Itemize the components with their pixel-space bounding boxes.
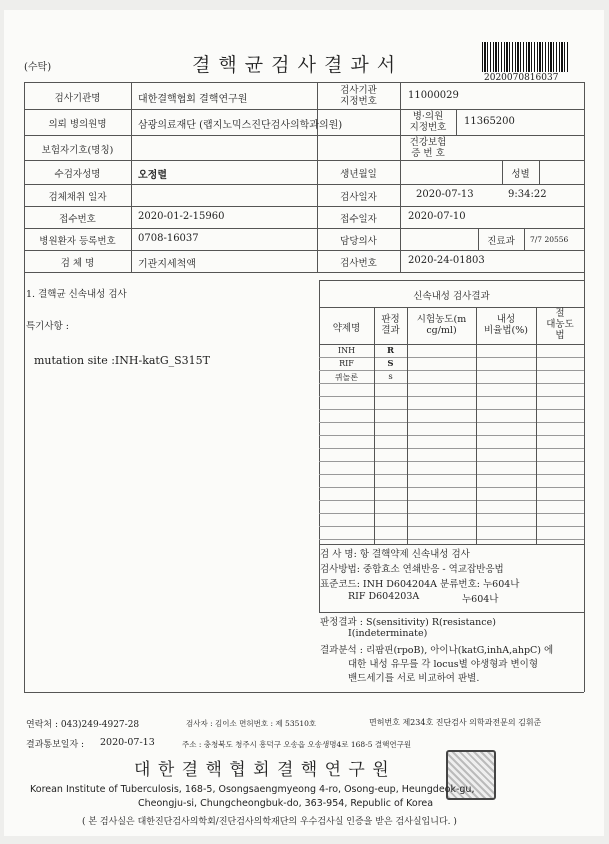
rif-code: RIF D604203A: [348, 591, 420, 602]
table-row: INH: [337, 346, 356, 355]
test-date-value: 2020-07-13: [416, 189, 474, 200]
report-date: 2020-07-13: [100, 737, 155, 748]
collect-date-label: 검체채취 일자: [48, 192, 107, 203]
receipt-number-label: 접수번호: [59, 214, 96, 225]
address: 주소 : 충청북도 청주시 흥덕구 오송읍 오송생명4로 168-5 결핵연구원: [182, 740, 412, 749]
test-date-label: 검사일자: [340, 192, 377, 203]
lab-value: 대한결핵협회 결핵연구원: [138, 94, 248, 105]
test-name: 검 사 명: 항 결핵약제 신속내성 검사: [320, 549, 470, 560]
col-ratio: 내성 비율법(%): [484, 314, 528, 336]
sex-label: 성별: [511, 169, 530, 180]
standard-code: 표준코드: INH D604204A 분류번호: 누604나: [320, 579, 520, 590]
col-judgement: 판정 결과: [381, 314, 400, 336]
section-title: 1. 결핵균 신속내성 검사: [26, 289, 127, 300]
lab-label: 검사기관명: [54, 93, 101, 104]
table-row: RIF: [339, 359, 354, 368]
interpretation-line: 판정결과 : S(sensitivity) R(resistance): [320, 617, 496, 628]
specimen-value: 기관지세척액: [138, 259, 196, 270]
contact-phone: 연락처 : 043)249-4927-28: [26, 720, 140, 730]
registration-value: 0708-16037: [138, 233, 199, 244]
table-row: 퀴놀론: [334, 373, 359, 382]
receipt-date-label: 접수일자: [340, 214, 377, 225]
specimen-label: 검 체 명: [60, 258, 95, 269]
col-absolute: 절 대농도 법: [546, 308, 574, 341]
requester-label: 의뢰 병의원명: [48, 119, 107, 130]
interpretation-line: 밴드세기를 서로 비교하여 판별.: [348, 673, 480, 684]
table-row: R: [386, 346, 395, 356]
dob-label: 생년월일: [340, 169, 377, 180]
form-number: (수탁): [24, 62, 52, 73]
table-row: s: [388, 372, 393, 382]
test-number-label: 검사번호: [340, 258, 377, 269]
receipt-date-value: 2020-07-10: [408, 211, 466, 222]
result-table-title: 신속내성 검사결과: [413, 291, 490, 302]
patient-name-value: 오정렬: [138, 170, 167, 181]
test-method: 검사방법: 중합효소 연쇄반응 - 역교잡반응법: [320, 564, 504, 575]
institute-address-en: Cheongju-si, Chungcheongbuk-do, 363-954, Republic of Korea: [138, 798, 434, 809]
requester-value: 삼광의료재단 (랩지노믹스진단검사의학과의원): [138, 120, 343, 131]
department-label: 진료과: [487, 236, 515, 247]
requester-id-label: 병·의원 지정번호: [409, 111, 447, 133]
lab-id-value: 11000029: [408, 90, 459, 101]
test-time-value: 9:34:22: [508, 189, 547, 200]
inspector: 검사자 : 김이소 면허번호 : 제 53510호: [186, 719, 317, 728]
certification-note: ( 본 검사실은 대한진단검사의학회/진단검사의학재단의 우수검사실 인증을 받은 검사실입니다. ): [82, 817, 457, 827]
institute-address-en: Korean Institute of Tuberculosis, 168-5, Osongsaengmyeong 4-ro, Osong-eup, Heungdeok-gu,: [30, 784, 475, 795]
rif-class: 누604나: [462, 594, 499, 605]
institute-name: 대 한 결 핵 협 회 결 핵 연 구 원: [134, 760, 390, 780]
table-row: S: [387, 359, 394, 369]
note-label: 특기사항 :: [26, 321, 69, 332]
physician-license: 면허번호 제234호 진단검사 의학과전문의 김휘준: [369, 718, 542, 727]
barcode-number: 2020070816037: [484, 73, 559, 83]
report-date-label: 결과통보일자 :: [26, 740, 85, 750]
col-drug: 약제명: [332, 323, 361, 334]
report-page: [4, 10, 604, 836]
health-insurance-label: 건강보험 증 번 호: [409, 137, 447, 159]
interpretation-line: 결과분석 : 리팜핀(rpoB), 아이나(katG,inhA,ahpC) 에: [320, 645, 554, 656]
page-title: 결 핵 균 검 사 결 과 서: [192, 54, 397, 76]
requester-id-value: 11365200: [464, 116, 515, 127]
department-value: 7/7 20556: [530, 235, 569, 244]
insurance-label: 보험자기호(명칭): [41, 145, 114, 156]
lab-id-label: 검사기관 지정번호: [340, 85, 377, 107]
interpretation-line: 대한 내성 유무를 각 locus별 야생형과 변이형: [348, 659, 539, 670]
patient-name-label: 수검자성명: [54, 169, 101, 180]
barcode: [482, 42, 568, 72]
mutation-site: mutation site :INH-katG_S315T: [34, 354, 211, 367]
doctor-label: 담당의사: [340, 236, 377, 247]
col-concentration: 시험농도(m cg/ml): [416, 314, 467, 336]
test-number-value: 2020-24-01803: [408, 255, 485, 266]
interpretation-line: I(indeterminate): [348, 628, 428, 639]
receipt-number-value: 2020-01-2-15960: [138, 211, 225, 222]
registration-label: 병원환자 등록번호: [39, 236, 116, 247]
